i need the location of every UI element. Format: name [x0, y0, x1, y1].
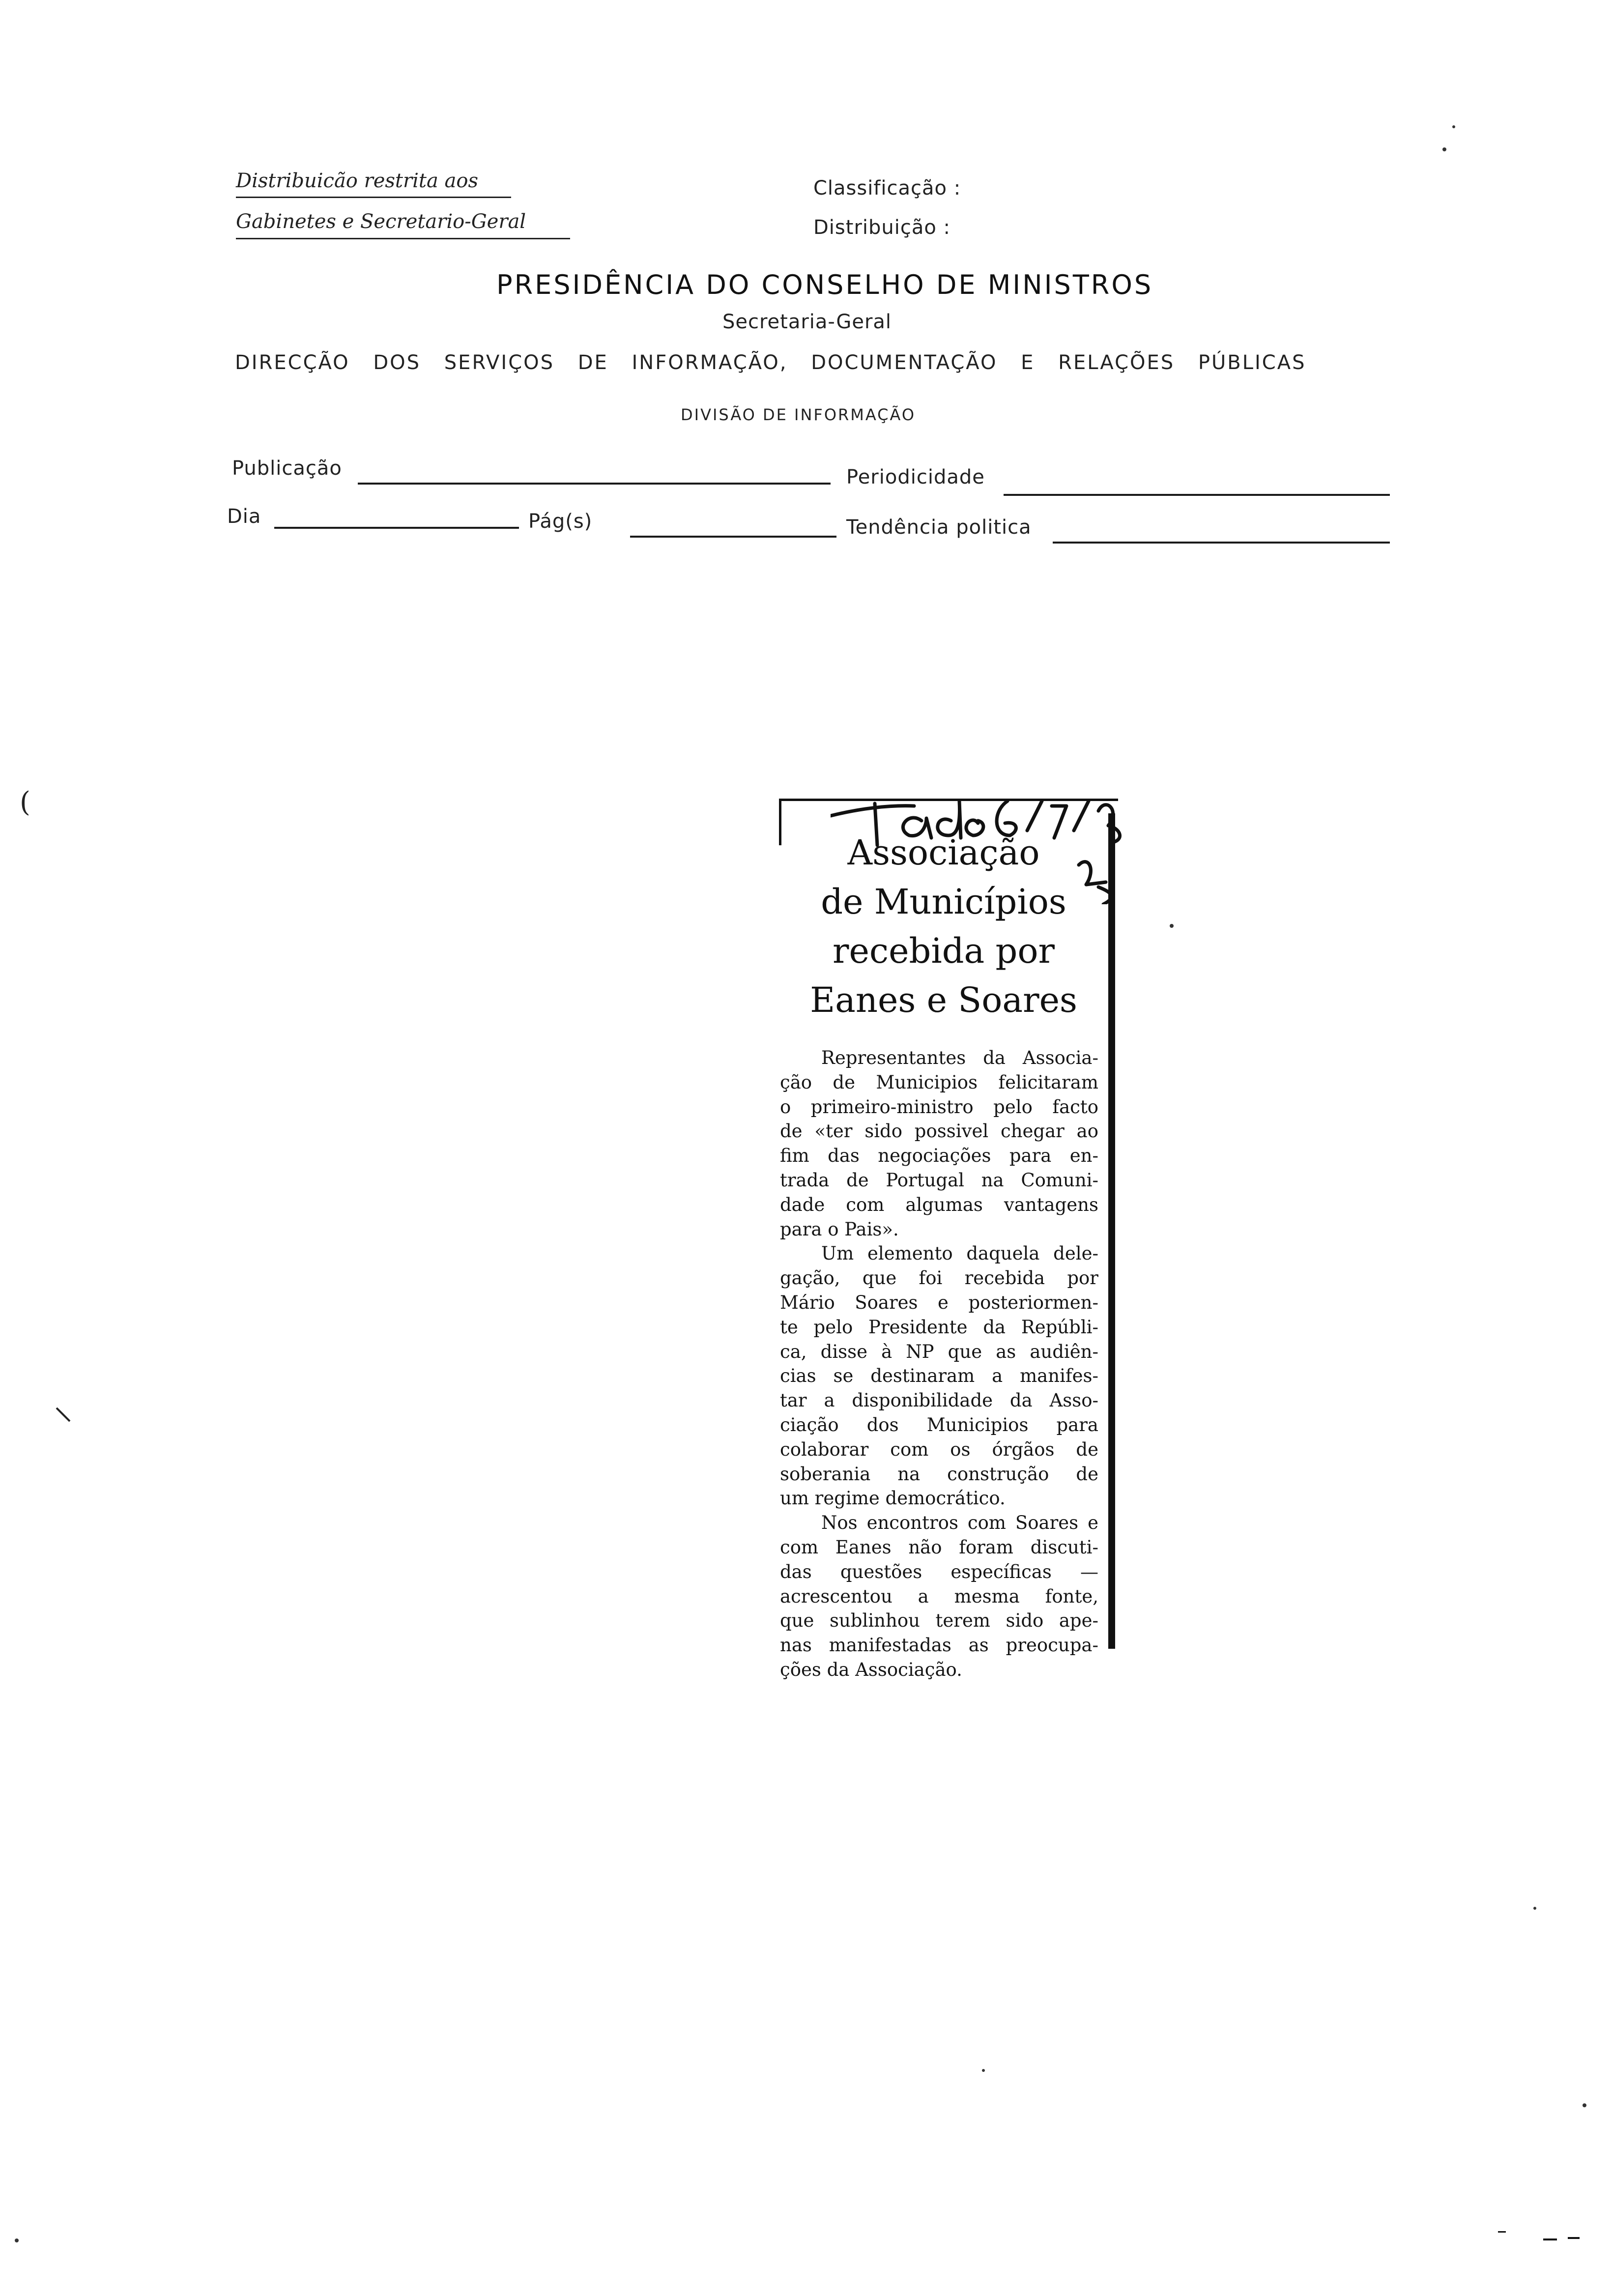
- article-line: soberania na construção de: [780, 1463, 1098, 1485]
- division-heading: DIVISÃO DE INFORMAÇÃO: [681, 405, 916, 424]
- scan-dash: [1498, 2231, 1506, 2233]
- publication-label: Publicação: [232, 457, 342, 480]
- scan-dash: [1568, 2237, 1580, 2239]
- scan-dash: [1543, 2239, 1557, 2240]
- article-line: tar a disponibilidade da Asso-: [780, 1390, 1098, 1411]
- article-line: para o Pais».: [780, 1218, 899, 1240]
- clipping-article-body: [780, 1046, 1098, 1682]
- distribution-label: Distribuição :: [813, 216, 951, 239]
- scan-speck: [1442, 147, 1446, 151]
- article-line: ca, disse à NP que as audiên-: [780, 1341, 1098, 1362]
- clipping-left-rule: [779, 799, 781, 845]
- headline-line-2: de Municípios: [821, 882, 1066, 922]
- secretariat-heading: Secretaria-Geral: [722, 311, 892, 333]
- restricted-distribution-line2: Gabinetes e Secretario-Geral: [236, 210, 526, 233]
- directorate-heading: DIRECÇÃO DOS SERVIÇOS DE INFORMAÇÃO, DOCUMENTAÇÃO E RELAÇÕES PÚBLICAS: [235, 351, 1306, 374]
- article-line: acrescentou a mesma fonte,: [780, 1585, 1098, 1607]
- article-line: fim das negociações para en-: [780, 1145, 1098, 1167]
- article-line: gação, que foi recebida por: [780, 1267, 1098, 1289]
- day-field[interactable]: [274, 527, 519, 529]
- article-line: colaborar com os órgãos de: [780, 1438, 1098, 1460]
- periodicity-label: Periodicidade: [846, 466, 985, 488]
- presidency-heading: PRESIDÊNCIA DO CONSELHO DE MINISTROS: [496, 269, 1153, 300]
- scan-speck: [982, 2069, 985, 2072]
- scan-mark-paren: (: [20, 786, 30, 818]
- article-line: Representantes da Associa-: [821, 1047, 1098, 1068]
- article-line: que sublinhou terem sido ape-: [780, 1610, 1098, 1632]
- clipping-headline: [796, 828, 1091, 1025]
- scan-speck: [1583, 2103, 1586, 2107]
- scan-speck: [1533, 1907, 1536, 1910]
- article-line: Nos encontros com Soares e: [821, 1512, 1098, 1534]
- scan-speck: [1452, 125, 1455, 128]
- article-line: cias se destinaram a manifes-: [780, 1365, 1098, 1387]
- scan-mark-stroke: [54, 1406, 74, 1425]
- article-line: Um elemento daquela dele-: [821, 1243, 1098, 1264]
- article-line: de «ter sido possivel chegar ao: [780, 1120, 1098, 1142]
- headline-line-3: recebida por: [833, 931, 1055, 971]
- article-line: das questões específicas —: [780, 1561, 1098, 1582]
- classification-label: Classificação :: [813, 177, 961, 200]
- article-line: ção de Municipios felicitaram: [780, 1071, 1098, 1093]
- article-line: dade com algumas vantagens: [780, 1194, 1098, 1215]
- article-line: trada de Portugal na Comuni-: [780, 1169, 1098, 1191]
- day-label: Dia: [227, 505, 261, 528]
- article-line: o primeiro-ministro pelo facto: [780, 1096, 1098, 1118]
- political-tendency-field[interactable]: [1053, 542, 1390, 544]
- headline-line-4: Eanes e Soares: [810, 980, 1077, 1020]
- headline-line-1: Associação: [847, 832, 1040, 873]
- pages-field[interactable]: [630, 536, 836, 538]
- political-tendency-label: Tendência politica: [846, 516, 1032, 539]
- restricted-underline-1: [236, 197, 511, 198]
- article-line: ções da Associação.: [780, 1659, 962, 1680]
- restricted-distribution-line1: Distribuicão restrita aos: [236, 170, 478, 192]
- periodicity-field[interactable]: [1004, 494, 1390, 496]
- article-line: Mário Soares e posteriormen-: [780, 1292, 1098, 1313]
- publication-field[interactable]: [358, 483, 831, 485]
- article-line: um regime democrático.: [780, 1488, 1006, 1509]
- pages-label: Pág(s): [528, 510, 593, 533]
- scan-speck: [1170, 924, 1174, 928]
- article-line: nas manifestadas as preocupa-: [780, 1635, 1098, 1656]
- clipping-right-rule: [1108, 813, 1115, 1649]
- article-line: com Eanes não foram discuti-: [780, 1536, 1098, 1558]
- restricted-underline-2: [236, 238, 570, 239]
- article-line: ciação dos Municipios para: [780, 1414, 1098, 1435]
- article-line: te pelo Presidente da Repúbli-: [780, 1316, 1098, 1338]
- scan-speck: [15, 2239, 19, 2242]
